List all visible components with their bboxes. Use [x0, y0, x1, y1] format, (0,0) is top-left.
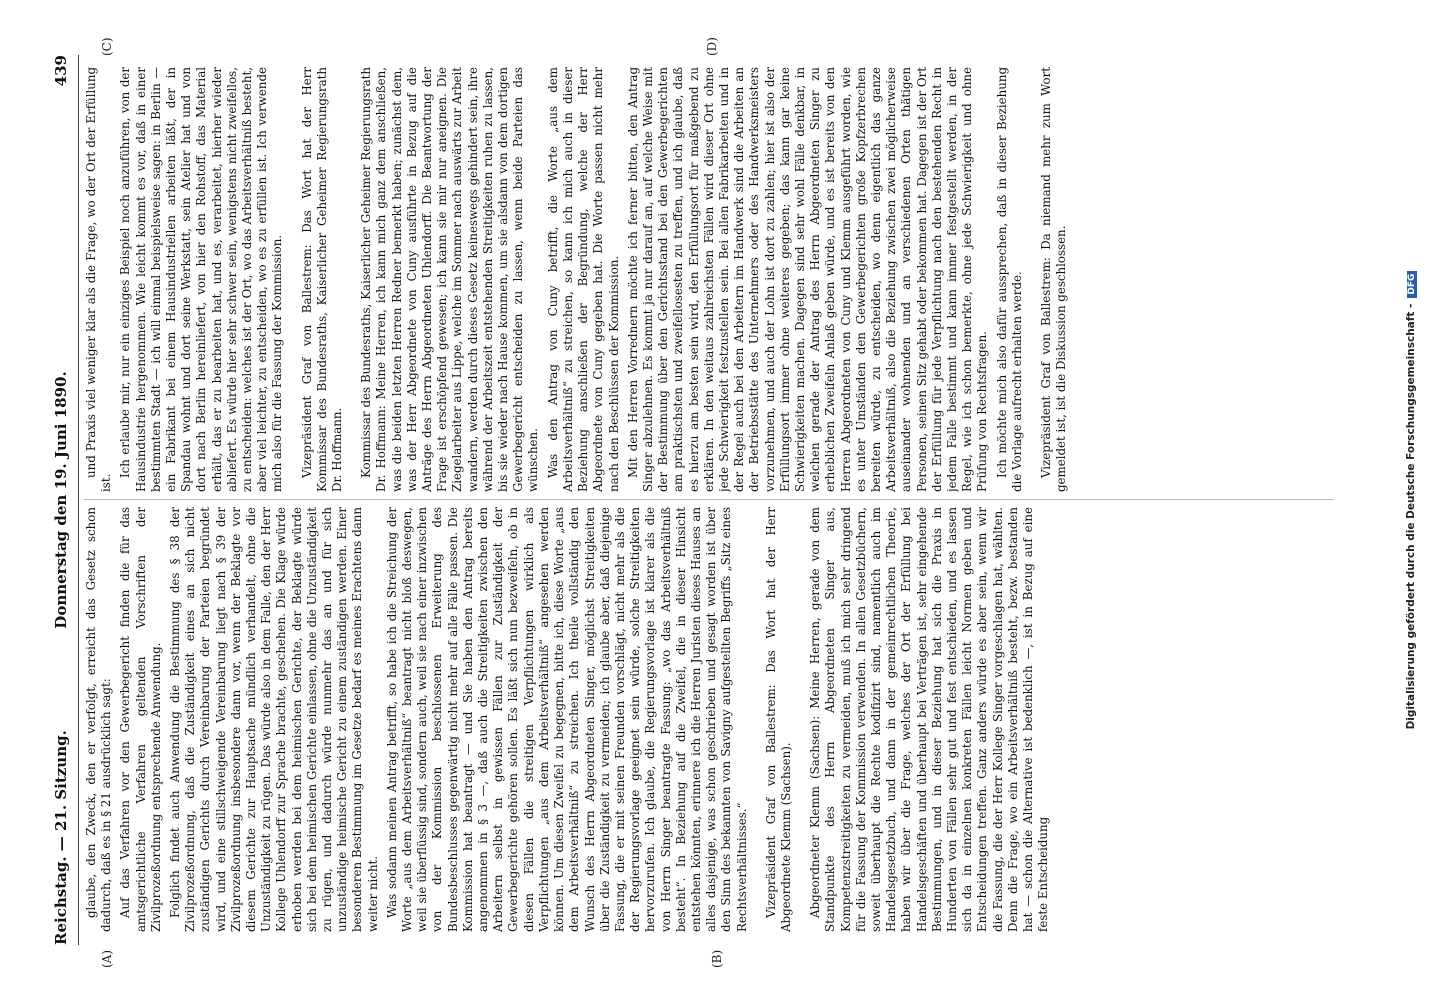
- paragraph: und Praxis viel weniger klar als die Frage, wo der Ort der Erfüllung ist.: [84, 67, 114, 492]
- paragraph: Ich möchte mich also dafür aussprechen, daß in dieser Beziehung die Vorlage aufrecht erhalten werde.: [994, 67, 1024, 492]
- credit-text: Digitalisierung gefördert durch die Deutsche Forschungsgemeinschaft -: [1405, 303, 1417, 730]
- page-header: [52, 55, 76, 945]
- paragraph: Mit den Herren Vorrednern möchte ich ferner bitten, den Antrag Singer abzulehnen. Es kommt ja nur darauf an, auf welche Weise mit der Bestimmung über den Gerichtsstand bei den Gewerbegerichten am praktischsten und zweifellosesten zu treffen, und ich glaube, daß es hierzu am besten sein wird, den Erfüllungsort für maßgebend zu erklären. In den weitaus zahlreichsten Fällen wird dieser Ort ohne jede Schwierigkeit festzustellen sein. Bei allen Fabrikarbeiten und in der Regel auch bei den Arbeitern im Handwerk sind die Arbeiten an der Betriebsstätte des Unternehmers oder des Handwerksmeisters vorzunehmen, und auch der Lohn ist dort zu zahlen; hier ist also der Erfüllungsort immer ohne weiteres gegeben; das kann gar keine Schwierigkeiten machen. Dagegen sind sehr wohl Fälle denkbar, in welchen gerade der Antrag des Herrn Abgeordneten Singer zu erheblichen Zweifeln Anlaß geben würde, und es ist bereits von den Herren Abgeordneten von Cuny und Klemm ausgeführt worden, wie es unter Umständen den Gewerbegerichten große Kopfzerbrechen bereiten würde, zu entscheiden, wo denn eigentlich das ganze Arbeitsverhältniß, also die Beziehung zwischen zwei möglicherweise auseinander wohnenden und an verschiedenen Orten thätigen Personen, seinen Sitz gehabt oder bekommen hat. Dagegen ist der Ort der Erfüllung für jede Verpflichtung nach den bestehenden Recht in jedem Falle bestimmt und kann immer festgestellt werden, in der Regel, wie ich schon bemerkte, ohne jede Schwierigkeit und ohne Prüfung von Rechtsfragen.: [625, 67, 990, 492]
- paragraph: Vizepräsident Graf von Ballestrem: Da niemand mehr zum Wort gemeldet ist, ist die Diskussion geschlossen.: [1038, 67, 1069, 492]
- header-rule: [78, 55, 79, 945]
- paragraph: Abgeordneter Klemm (Sachsen): Meine Herren, gerade von dem Standpunkte des Herrn Abgeordneten Singer aus, Kompetenzstreitigkeiten zu vermeiden, muß ich mich sehr dringend für die Fassung der Kommission verwenden. In allen Gesetzbüchern, soweit überhaupt die Rechte kodifizirt sind, namentlich auch im Handelsgesetzbuch, und dann in der gemeinrechtlichen Theorie, haben wir über die Frage, welches der Ort der Erfüllung bei Handelsgeschäften und überhaupt bei Verträgen ist, sehr eingehende Bestimmungen, und in dieser Beziehung hat sich die Praxis in Hunderten von Fällen sehr gut und fest entschieden, und es lassen sich da in einzelnen konkreten Fällen leicht Normen geben und Entscheidungen treffen. Ganz anders würde es aber sein, wenn wir die Fassung, die der Herr Kollege Singer vorgeschlagen hat, wählten. Denn die Frage, wo ein Arbeitsverhältniß besteht, bezw. bestanden hat — schon die Alternative ist bedenklich —, ist in Bezug auf eine feste Entscheidung: [808, 507, 1051, 932]
- column-divider: [84, 499, 1334, 500]
- paragraph: glaube, den Zweck, den er verfolgt, erreicht das Gesetz schon dadurch, daß es in § 21 ausdrücklich sagt:: [84, 507, 114, 932]
- paragraph: Was den Antrag von Cuny betrifft, die Worte „aus dem Arbeitsverhältniß“ zu streichen, so kann ich mich auch in dieser Beziehung anschließen der Begründung, welche der Herr Abgeordnete von Cuny gegeben hat. Die Worte passen nicht mehr nach den Beschlüssen der Kommission.: [545, 67, 621, 492]
- margin-mark-d: (D): [705, 37, 719, 56]
- paragraph: Folglich findet auch Anwendung die Bestimmung des § 38 der Zivilprozeßordnung, daß die Zuständigkeit eines an sich nicht zuständigen Gerichts durch Vereinbarung der Parteien begründet wird, und eine stillschweigende Vereinbarung liegt nach § 39 der Zivilprozeßordnung insbesondere dann vor, wenn der Beklagte vor diesem Gerichte zur Hauptsache mündlich verhandelt, ohne die Unzuständigkeit zu rügen. Das würde also in dem Falle, den der Herr Kollege Uhlendorff zur Sprache brachte, geschehen. Die Klage würde erhoben werden bei dem heimischen Gerichte, der Beklagte würde sich bei dem heimischen Gerichte einlassen, ohne die Unzuständigkeit zu rügen, und dadurch würde nunmehr das an und für sich unzuständige heimische Gericht zu einem zuständigen werden. Einer besonderen Bestimmung im Gesetze bedarf es meines Erachtens dann weiter nicht.: [168, 507, 380, 932]
- header-date: Donnerstag den 19. Juni 1890.: [52, 371, 70, 629]
- paragraph: Was sodann meinen Antrag betrifft, so habe ich die Streichung der Worte „aus dem Arbeitsverhältniß“ beantragt nicht bloß deswegen, weil sie überflüssig sind, sondern auch, weil sie nach einer inzwischen von der Kommission beschlossenen Erweiterung des Bundesbeschlusses gegenwärtig nicht mehr auf alle Fälle passen. Die Kommission hat beantragt — und Sie haben den Antrag bereits angenommen in § 3 —, daß auch die Streitigkeiten zwischen den Arbeitern selbst in gewissen Fällen zur Zuständigkeit der Gewerbegerichte gehören sollen. Es läßt sich nun bezweifeln, ob in diesen Fällen die streitigen Verpflichtungen wirklich als Verpflichtungen „aus dem Arbeitsverhältniß“ angesehen werden können. Um diesen Zweifel zu begegnen, bitte ich, diese Worte „aus dem Arbeitsverhältniß“ zu streichen. Ich theile vollständig den Wunsch des Herrn Abgeordneten Singer, möglichst Streitigkeiten über die Zuständigkeit zu vermeiden; ich glaube aber, daß diejenige Fassung, die er mit seinen Freunden vorschlägt, nicht mehr als die der Regierungsvorlage geeignet sein würde, solche Streitigkeiten hervorzurufen. Ich glaube, die Regierungsvorlage ist klarer als die von Herrn Singer beantragte Fassung: „wo das Arbeitsverhältniß besteht“. In Beziehung auf die Zweifel, die in dieser Hinsicht entstehen könnten, erinnere ich die Herren Juristen dieses Hauses an alles dasjenige, was schon geschrieben und gesagt worden ist über den Sinn des bekannten von Savigny aufgestellten Begriffs „Sitz eines Rechtsverhältnisses.“: [384, 507, 749, 932]
- header-page-number: 439: [52, 55, 70, 87]
- margin-mark-c: (C): [100, 37, 114, 56]
- paragraph: Kommissar des Bundesraths, Kaiserlicher Geheimer Regierungsrath Dr. Hoffmann: Meine Herren, ich kann mich ganz dem anschließen, was die beiden letzten Herren Redner bemerkt haben; zunächst dem, was der Herr Abgeordnete von Cuny ausführte in Bezug auf die Anträge des Herrn Abgeordneten Uhlendorff. Die Beantwortung der Frage ist erschöpfend gewesen; ich kann sie mir nur aneignen. Die Ziegelarbeiter aus Lippe, welche im Sommer nach auswärts zur Arbeit wandern, werden durch dieses Gesetz keineswegs gehindert sein, ihre während der Arbeitszeit entstehenden Streitigkeiten ruhen zu lassen, bis sie wieder nach Hause kommen, um sie alsdann von dem dortigen Gewerbegericht entscheiden zu lassen, wenn beide Parteien das wünschen.: [359, 67, 541, 492]
- paragraph: Auf das Verfahren vor den Gewerbegericht finden die für das amtsgerichtliche Verfahren geltenden Vorschriften der Zivilprozeßordnung entsprechende Anwendung.: [118, 507, 163, 932]
- paragraph: Ich erlaube mir, nur ein einziges Beispiel noch anzuführen, von der Hausindustrie hergenommen. Wie leicht kommt es vor, daß in einer bestimmten Stadt — ich will einmal beispielsweise sagen: in Berlin — ein Fabrikant bei einem Hausindustriellen arbeiten läßt, der in Spandau wohnt und dort seine Werkstatt, sein Atelier hat und von dort nach Berlin hereinliefert, von hier den Rohstoff, das Material erhält, das er zu bearbeiten hat, und es, verarbeitet, hierher wieder abliefert. Es würde hier sehr schwer sein, wenigstens nicht zweifellos, zu entscheiden: welches ist der Ort, wo das Arbeitsverhältniß besteht, aber viel leichter, zu entscheiden, wo es zu erfüllen ist. Ich verwende mich also für die Fassung der Kommission.: [118, 67, 285, 492]
- header-session: Reichstag. — 21. Sitzung.: [52, 730, 70, 945]
- dfg-logo: DFG: [1407, 271, 1417, 298]
- paragraph: Vizepräsident Graf von Ballestrem: Das Wort hat der Herr Abgeordnete Klemm (Sachsen).: [763, 507, 793, 932]
- margin-mark-b: (B): [710, 949, 724, 968]
- paragraph: Vizepräsident Graf von Ballestrem: Das Wort hat der Herr Kommissar des Bundesraths, Kaiserlicher Geheimer Regierungsrath Dr. Hoffmann.: [299, 67, 345, 492]
- margin-mark-a: (A): [100, 949, 114, 968]
- text-column-left: [84, 507, 1334, 932]
- text-column-right: [84, 67, 1334, 492]
- digitization-credit: [1405, 0, 1417, 1000]
